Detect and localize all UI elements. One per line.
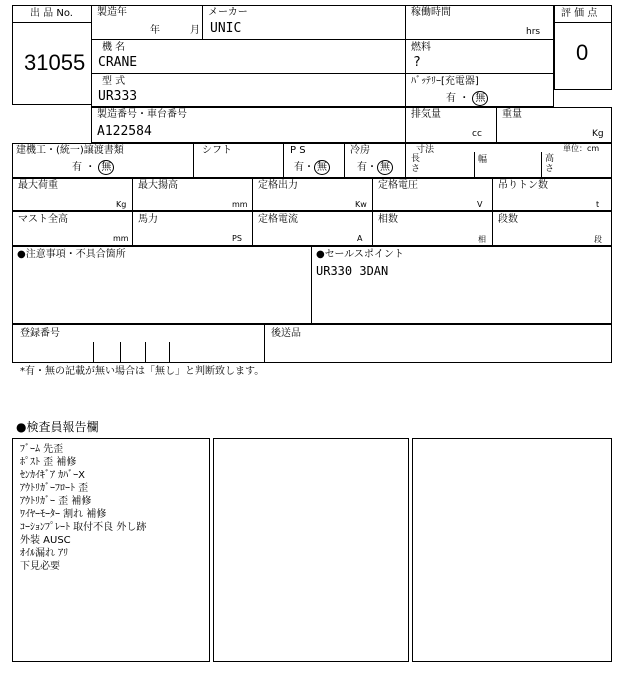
phase-label: 相数	[378, 214, 398, 225]
rated-output-label: 定格出力	[258, 180, 298, 191]
ps-label: P S	[290, 145, 306, 156]
mast-unit: mm	[113, 234, 129, 243]
sales-point-text: UR330 3DAN	[316, 264, 389, 278]
inspector-box-3	[412, 438, 612, 662]
grade-value: 0	[576, 40, 589, 65]
docs-label: 建機工・(統一)譲渡書類	[16, 145, 124, 156]
height-label: 高さ	[545, 154, 555, 174]
serial-label: 製造番号・車台番号	[97, 109, 187, 120]
mast-label: マスト全高	[18, 214, 68, 225]
battery-no-circled: 無	[472, 91, 488, 106]
unit-note: 単位：cm	[563, 144, 600, 153]
inspector-line: ﾎﾟｽﾄ 歪 補修	[20, 457, 77, 468]
rated-voltage-label: 定格電圧	[378, 180, 418, 191]
inspector-line: 外装 AUSC	[20, 535, 71, 546]
width-label: 幅	[478, 155, 488, 165]
inspector-lines	[20, 443, 146, 573]
cool-no-circled: 無	[377, 160, 393, 175]
inspector-line: ｵｲﾙ漏れ ｱﾘ	[20, 548, 69, 559]
year-unit-month: 月	[190, 25, 200, 36]
dims-label: 寸法	[416, 145, 435, 155]
inspector-line: ﾌﾞｰﾑ 先歪	[20, 444, 64, 455]
shift-label: シフト	[202, 145, 232, 156]
cool-label: 冷房	[350, 145, 370, 156]
inspector-box-2	[213, 438, 409, 662]
inspector-line: ｱｳﾄﾘｶﾞｰﾌﾛｰﾄ 歪	[20, 483, 89, 494]
rated-output-unit: Kw	[355, 200, 367, 209]
fuel-label: 燃料	[411, 42, 431, 53]
lot-number-label: 出 品 No.	[30, 8, 73, 19]
registration-box	[12, 324, 612, 363]
serial-value: A122584	[97, 124, 152, 139]
hours-unit: hrs	[526, 27, 541, 37]
caution-label: ●注意事項・不具合箇所	[17, 249, 126, 260]
model-label: 機 名	[102, 42, 126, 53]
battery-label: ﾊﾞｯﾃﾘｰ[充電器]	[411, 76, 479, 87]
docs-no-circled: 無	[98, 160, 114, 175]
hp-unit: PS	[232, 234, 242, 243]
rated-current-unit: A	[357, 234, 363, 243]
max-lift-unit: mm	[232, 200, 248, 209]
max-load-label: 最大荷重	[18, 180, 58, 191]
hours-label: 稼働時間	[411, 7, 451, 18]
displacement-label: 排気量	[411, 109, 441, 120]
hp-label: 馬力	[138, 214, 158, 225]
sales-point-label: ●セールスポイント	[316, 249, 404, 260]
stages-unit: 段	[594, 235, 602, 244]
phase-unit: 相	[478, 235, 486, 244]
footnote: *有・無の記載が無い場合は「無し」と判断致します。	[20, 366, 265, 377]
year-unit-year: 年	[150, 25, 160, 36]
length-label: 長さ	[411, 154, 421, 174]
maker-label: メーカー	[208, 7, 248, 18]
weight-label: 重量	[502, 109, 522, 120]
cool-choice: 有・ 無	[357, 160, 393, 175]
inspector-line: 下見必要	[20, 561, 60, 572]
inspector-line: ｺｰｼｮﾝﾌﾟﾚｰﾄ 取付不良 外し跡	[20, 522, 147, 533]
max-load-unit: Kg	[116, 200, 127, 209]
inspector-line: ｱｳﾄﾘｶﾞｰ 歪 補修	[20, 496, 92, 507]
inspector-line: ｾﾝｶｲｷﾞｱ ｶﾊﾞｰX	[20, 470, 86, 481]
model-value: CRANE	[98, 55, 138, 70]
ps-no-circled: 無	[314, 160, 330, 175]
delivery-label: 後送品	[271, 328, 301, 339]
inspector-title: ●検査員報告欄	[16, 420, 99, 434]
lot-number: 31055	[24, 50, 86, 75]
rated-current-label: 定格電流	[258, 214, 298, 225]
registration-label: 登録番号	[20, 328, 60, 339]
tonnage-label: 吊りトン数	[498, 180, 548, 191]
year-label: 製造年	[97, 7, 127, 18]
ps-choice: 有・ 無	[294, 160, 330, 175]
battery-choice: 有 ・ 無	[446, 91, 488, 106]
max-lift-label: 最大揚高	[138, 180, 178, 191]
type-value: UR333	[98, 89, 138, 104]
maker-value: UNIC	[210, 21, 242, 36]
inspector-line: ﾜｲﾔｰﾓｰﾀｰ 割れ 補修	[20, 509, 107, 520]
grade-label: 評 価 点	[561, 8, 598, 19]
row-c	[12, 211, 612, 246]
type-label: 型 式	[102, 76, 126, 87]
docs-choice: 有 ・ 無	[72, 160, 114, 175]
weight-unit: Kg	[592, 129, 604, 139]
stages-label: 段数	[498, 214, 518, 225]
fuel-value: ?	[413, 55, 421, 70]
rated-voltage-unit: V	[477, 200, 483, 209]
tonnage-unit: t	[596, 200, 600, 209]
displacement-unit: cc	[472, 129, 482, 139]
